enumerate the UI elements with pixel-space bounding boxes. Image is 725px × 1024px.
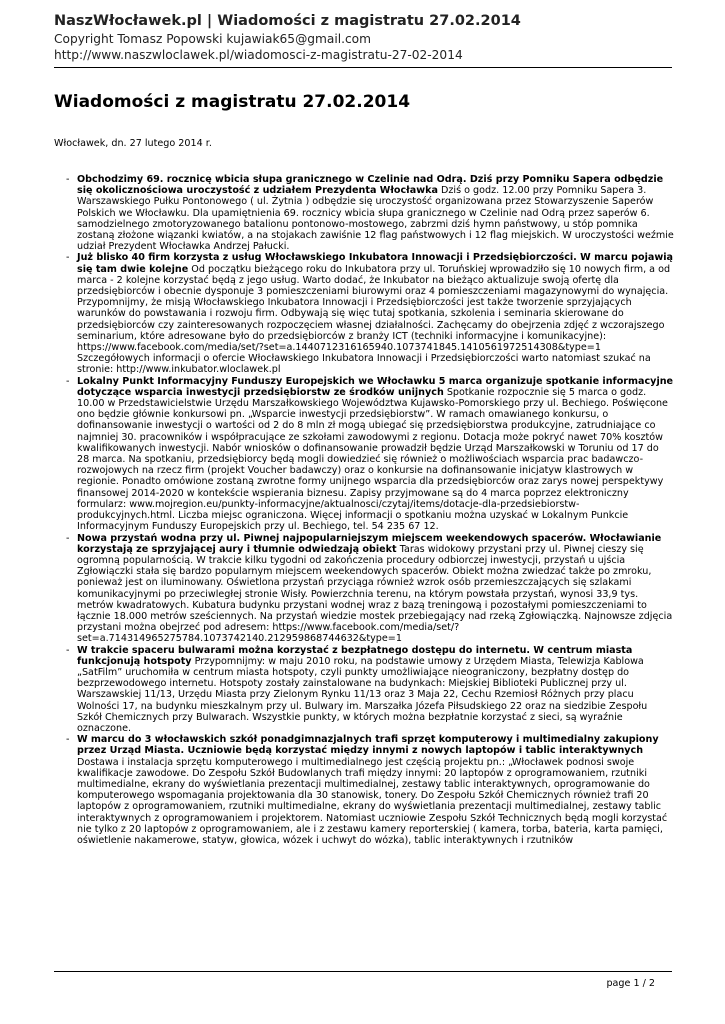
document-header: [54, 12, 674, 63]
bullet-marker: -: [66, 644, 70, 656]
news-item: [66, 645, 674, 735]
bullet-marker: -: [66, 734, 70, 746]
copyright-line: Copyright Tomasz Popowski kujawiak65@gmail.com: [54, 32, 372, 46]
news-item: [66, 252, 674, 375]
news-item-lead: W trakcie spaceru bulwarami można korzystać z bezpłatnego dostępu do internetu. W centrum miasta funkcjonują hotspoty: [77, 644, 633, 667]
news-item-body: Dostawa i instalacja sprzętu komputerowego i multimedialnego jest częścią projektu pn.: „Włocławek podnosi swoje kwalifikacje zawodowe. Do Zespołu Szkół Budowlanych trafi między innymi: 20 laptopów z oprogramowaniem, rzutniki multimedialne, ekrany do wyświetlania prezentacji multimedialnej, zestawy tablic interaktywnych, oprogramowanie do komputerowego wspomagania projektowania dla 30 stanowisk, tonery. Do Zespołu Szkół Chemicznych również trafi 20 laptopów z oprogramowaniem, rzutniki multimedialne, ekrany do wyświetlania prezentacji multimedialnej, zestawy tablic interaktywnych z oprogramowaniem i projektorem. Natomiast uczniowie Zespołu Szkół Technicznych będą mogli korzystać nie tylko z 20 laptopów z oprogramowaniem, ale i z zestawu kamery reporterskiej ( kamera, torba, bateria, karta pamięci, oświetlenie nakamerowe, statyw, głowica, wózek i uchwyt do wózka), tablic interaktywnych i rzutników: [77, 756, 668, 846]
footer-divider: [54, 971, 672, 972]
page-number: page 1 / 2: [606, 978, 655, 989]
bullet-marker: -: [66, 532, 70, 544]
news-item-lead: Lokalny Punkt Informacyjny Funduszy Europejskich we Włocławku 5 marca organizuje spotkanie informacyjne dotyczące wsparcia inwestycji przedsiębiorstw ze środków unijnych: [77, 375, 674, 398]
news-item-lead: Obchodzimy 69. rocznicę wbicia słupa granicznego w Czelinie nad Odrą. Dziś przy Pomniku Sapera odbędzie się okolicznościowa uroczystość z udziałem Prezydenta Włocławka: [77, 174, 664, 197]
news-item: [66, 376, 674, 533]
bullet-marker: -: [66, 375, 70, 387]
news-item: [66, 734, 674, 846]
news-item-body: Dziś o godz. 12.00 przy Pomniku Sapera 3. Warszawskiego Pułku Pontonowego ( ul. Żytnia ) odbędzie się uroczystość organizowana przez Stowarzyszenie Saperów Polskich we Włocławku. Dla upamiętnienia 69. rocznicy wbicia słupa granicznego w Czelinie nad Odrą przez saperów 6. samodzielnego zmotoryzowanego batalionu pontonowo-mostowego, zabrzmi dziś hymn państwowy, u stóp pomnika zostaną złożone wiązanki kwiatów, a na stojakach zawiśnie 12 flag państwowych i 12 flag miejskich. W uroczystości weźmie udział Prezydent Włocławka Andrzej Pałucki.: [77, 185, 674, 253]
source-url: http://www.naszwloclawek.pl/wiadomosci-z-magistratu-27-02-2014: [54, 48, 463, 62]
news-item: [66, 533, 674, 645]
date-line: Włocławek, dn. 27 lutego 2014 r.: [54, 138, 212, 149]
news-item-lead: Nowa przystań wodna przy ul. Piwnej najpopularniejszym miejscem weekendowych spacerów. Włocławianie korzystają ze sprzyjającej aury i tłumnie odwiedzają obiekt: [77, 532, 662, 555]
news-item-lead: Już blisko 40 firm korzysta z usług Włocławskiego Inkubatora Innowacji i Przedsiębiorczości. W marcu pojawią się tam dwie kolejne: [77, 252, 673, 275]
page-title: Wiadomości z magistratu 27.02.2014: [54, 92, 411, 112]
bullet-marker: -: [66, 174, 70, 185]
news-item-body: Taras widokowy przystani przy ul. Piwnej cieszy się ogromną popularnością. W trakcie kilku tygodni od zakończenia procedury odbiorczej inwestycji, przystań u ujścia Zgłowiączki stała się bardzo popularnym miejscem weekendowych spacerów. Obiekt można zwiedzać także po zmroku, ponieważ jest on iluminowany. Oświetlona przystań przyciąga również wzrok osób przemieszczających się szlakami komunikacyjnymi po przeciwległej stronie Wisły. Powierzchnia terenu, na którym powstała przystań, wynosi 33,9 tys. metrów kwadratowych. Kubatura budynku przystani wodnej wraz z bazą treningową i pozostałymi pomieszczeniami to łącznie 18.000 metrów sześciennych. Na przystań wiedzie mostek przebiegający nad rzeką Zgłowiączką. Najnowsze zdjęcia przystani można obejrzeć pod adresem: https://www.facebook.com/media/set/?set=a.714314965275784.1073742140.212959868744632&type=1: [77, 543, 673, 645]
bullet-marker: -: [66, 252, 70, 264]
news-item: [66, 174, 674, 252]
news-item-body: Spotkanie rozpocznie się 5 marca o godz. 10.00 w Przedstawicielstwie Urzędu Marszałkowskiego Województwa Kujawsko-Pomorskiego przy ul. Bechiego. Poświęcone ono będzie głównie konkursowi pn. „Wsparcie inwestycji przedsiębiorstw”. W ramach omawianego konkursu, o dofinansowanie inwestycji o wartości od 2 do 8 mln zł mogą ubiegać się przedsiębiorstwa produkcyjne, zatrudniające co najmniej 30. pracowników i współpracujące ze szkołami zawodowymi z regionu. Dotacja może pokryć nawet 70% kosztów kwalifikowanych inwestycji. Nabór wniosków o dofinansowanie prowadził będzie Urząd Marszałkowski w Toruniu od 17 do 28 marca. Na spotkaniu, przedsiębiorcy będą mogli dowiedzieć się również o możliwościach wsparcia prac badawczo-rozwojowych na rzecz firm (projekt Voucher badawczy) oraz o konkursie na dofinansowanie inicjatyw klastrowych w regionie. Ponadto omówione zostaną zwrotne formy unijnego wsparcia dla przedsiębiorców oraz zarys nowej perspektywy finansowej 2014-2020 w kontekście wspierania biznesu. Zapisy przyjmowane są do 4 marca poprzez elektroniczny formularz: www.mojregion.eu/punkty-informacyjne/aktualnosci/czytaj/items/dotacje-dla-przedsiebiorstw-produkcyjnych.html. Liczba miejsc ograniczona. Więcej informacji o spotkaniu można uzyskać w Lokalnym Punkcie Informacyjnym Funduszy Europejskich przy ul. Bechiego, tel. 54 235 67 12.: [77, 386, 668, 533]
news-list: [66, 174, 674, 846]
news-item-body: Od początku bieżącego roku do Inkubatora przy ul. Toruńskiej wprowadziło się 10 nowych firm, a od marca - 2 kolejne korzystać będą z jego usług. Warto dodać, że Inkubator na bieżąco aktualizuje swoją ofertę dla przedsiębiorców i obecnie dysponuje 3 pomieszczeniami biurowymi oraz 4 pomieszczeniami magazynowymi do wynajęcia. Przypomnijmy, że misją Włocławskiego Inkubatora Innowacji i Przedsiębiorczości jest także tworzenie sprzyjających warunków do powstawania i rozwoju firm. Odbywają się więc tutaj spotkania, szkolenia i seminaria skierowane do przedsiębiorców czy zainteresowanych rozpoczęciem własnej działalności. Zachęcamy do obejrzenia zdjęć z wczorajszego seminarium, które adresowane było do przedsiębiorców z branży ICT (techniki informacyjne i komunikacyjne): https://www.facebook.com/media/set/?set=a.1440712316165940.1073741845.1410561972514308&type=1 Szczegółowych informacji o ofercie Włocławskiego Inkubatora Innowacji i Przedsiębiorczości warto natomiast szukać na stronie: http://www.inkubator.wloclawek.pl: [77, 263, 671, 376]
site-title: NaszWłocławek.pl | Wiadomości z magistratu 27.02.2014: [54, 13, 521, 29]
header-divider: [54, 67, 672, 68]
news-item-body: Przypomnijmy: w maju 2010 roku, na podstawie umowy z Urzędem Miasta, Telewizja Kablowa „SatFilm” uruchomiła w centrum miasta hotspoty, czyli punkty umożliwiające nieograniczony, bezpłatny dostęp do bezprzewodowego internetu. Hotspoty zostały zainstalowane na budynkach: Miejskiej Biblioteki Publicznej przy ul. Warszawskiej 11/13, Urzędu Miasta przy Zielonym Rynku 11/13 oraz 3 Maja 22, Cechu Rzemiosł Różnych przy placu Wolności 17, na budynku mieszkalnym przy ul. Bulwary im. Marszałka Józefa Piłsudskiego 22 oraz na siedzibie Zespołu Szkół Chemicznych przy Bulwarach. Wszystkie punkty, w których można bezpłatnie korzystać z sieci, są wyraźnie oznaczone.: [77, 655, 648, 734]
news-item-lead: W marcu do 3 włocławskich szkół ponadgimnazjalnych trafi sprzęt komputerowy i multimedialny zakupiony przez Urząd Miasta. Uczniowie będą korzystać między innymi z nowych laptopów i tablic interaktywnych: [77, 734, 659, 757]
